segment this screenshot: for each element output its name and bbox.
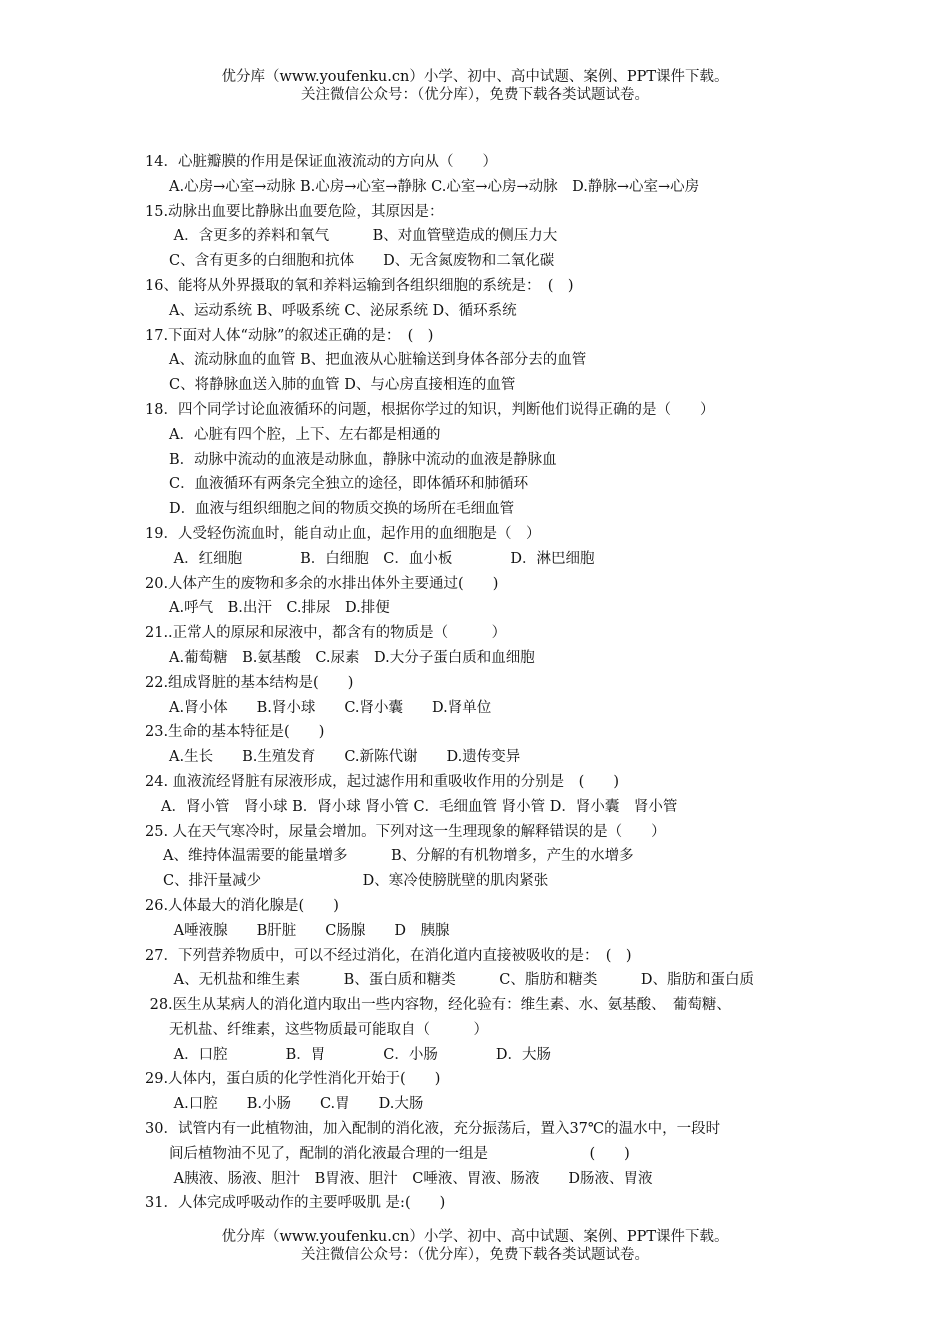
question-25: 25. 人在天气寒冷时，尿量会增加。下列对这一生理现象的解释错误的是（ ）: [145, 823, 666, 840]
page-footer: [0, 1228, 950, 1264]
question-14-options: A.心房→心室→动脉 B.心房→心室→静脉 C.心室→心房→动脉 D.静脉→心室→心房: [169, 178, 700, 195]
question-24: 24. 血液流经肾脏有尿液形成，起过滤作用和重吸收作用的分别是 ( ): [145, 773, 619, 790]
question-28: 28.医生从某病人的消化道内取出一些内容物，经化验有：维生素、水、氨基酸、 葡萄糖、: [145, 997, 731, 1014]
question-20: 20.人体产生的废物和多余的水排出体外主要通过( ): [145, 575, 499, 592]
header-line-2: 关注微信公众号：（优分库），免费下载各类试题试卷。: [301, 87, 649, 103]
question-27-options: A、无机盐和维生素 B、蛋白质和糖类 C、脂肪和糖类 D、脂肪和蛋白质: [169, 972, 754, 989]
question-25-options-ab: A、维持体温需要的能量增多 B、分解的有机物增多，产生的水增多: [163, 848, 634, 865]
question-18-option-a: A．心脏有四个腔，上下、左右都是相通的: [169, 426, 441, 443]
question-14: 14．心脏瓣膜的作用是保证血液流动的方向从（ ）: [145, 154, 497, 170]
question-16-options: A、运动系统 B、呼吸系统 C、泌尿系统 D、循环系统: [169, 302, 517, 319]
header-line-1: 优分库（www.youfenku.cn）小学、初中、高中试题、案例、PPT课件下载。: [221, 69, 729, 85]
page-header: [0, 68, 950, 104]
question-28-continued: 无机盐、纤维素，这些物质最可能取自（ ）: [169, 1021, 488, 1038]
question-26-options: A唾液腺 B肝脏 C肠腺 D 胰腺: [169, 922, 450, 939]
question-29-options: A.口腔 B.小肠 C.胃 D.大肠: [169, 1096, 424, 1113]
question-18-option-c: C．血液循环有两条完全独立的途径，即体循环和肺循环: [169, 476, 529, 493]
question-17-options-ab: A、流动脉血的血管 B、把血液从心脏输送到身体各部分去的血管: [169, 352, 587, 369]
question-18-option-b: B．动脉中流动的血液是动脉血，静脉中流动的血液是静脉血: [169, 451, 557, 468]
question-17: 17.下面对人体“动脉”的叙述正确的是： ( ): [145, 327, 434, 344]
question-19: 19．人受轻伤流血时，能自动止血，起作用的血细胞是（ ）: [145, 525, 541, 542]
footer-line-2: 关注微信公众号：（优分库），免费下载各类试题试卷。: [301, 1247, 649, 1263]
question-20-options: A.呼气 B.出汗 C.排尿 D.排便: [169, 600, 390, 617]
question-29: 29.人体内，蛋白质的化学性消化开始于( ): [145, 1071, 441, 1088]
question-15-options-cd: C、含有更多的白细胞和抗体 D、无含氮废物和二氧化碳: [169, 253, 555, 270]
question-16: 16、能将从外界摄取的氧和养料运输到各组织细胞的系统是： ( ): [145, 277, 574, 294]
question-17-options-cd: C、将静脉血送入肺的血管 D、与心房直接相连的血管: [169, 377, 516, 394]
question-15-options-ab: A．含更多的养料和氧气 B、对血管壁造成的侧压力大: [169, 228, 558, 245]
question-22: 22.组成肾脏的基本结构是( ): [145, 674, 354, 691]
question-28-options: A．口腔 B．胃 C．小肠 D．大肠: [169, 1046, 551, 1063]
question-22-options: A.肾小体 B.肾小球 C.肾小囊 D.肾单位: [169, 699, 492, 716]
question-21-options: A.葡萄糖 B.氨基酸 C.尿素 D.大分子蛋白质和血细胞: [169, 649, 535, 666]
question-24-options: A．肾小管 肾小球 B．肾小球 肾小管 C．毛细血管 肾小管 D．肾小囊 肾小管: [161, 798, 678, 815]
question-23-options: A.生长 B.生殖发育 C.新陈代谢 D.遗传变异: [169, 749, 521, 766]
question-18: 18．四个同学讨论血液循环的问题，根据你学过的知识，判断他们说得正确的是（ ）: [145, 401, 715, 418]
question-26: 26.人体最大的消化腺是( ): [145, 897, 339, 914]
question-30: 30．试管内有一此植物油，加入配制的消化液，充分振荡后，置入37℃的温水中，一段时: [145, 1121, 721, 1138]
question-19-options: A．红细胞 B．白细胞 C．血小板 D．淋巴细胞: [169, 550, 595, 567]
question-15: 15.动脉出血要比静脉出血要危险，其原因是：: [145, 203, 444, 220]
question-23: 23.生命的基本特征是( ): [145, 724, 325, 741]
question-21: 21..正常人的原尿和尿液中，都含有的物质是（ ）: [145, 625, 507, 642]
footer-line-1: 优分库（www.youfenku.cn）小学、初中、高中试题、案例、PPT课件下载。: [221, 1229, 729, 1245]
question-27: 27．下列营养物质中，可以不经过消化，在消化道内直接被吸收的是： ( ): [145, 947, 632, 964]
question-31: 31．人体完成呼吸动作的主要呼吸肌 是:( ): [145, 1195, 446, 1212]
question-18-option-d: D．血液与组织细胞之间的物质交换的场所在毛细血管: [169, 501, 515, 518]
question-list: [145, 150, 825, 1216]
question-30-continued: 间后植物油不见了，配制的消化液最合理的一组是 ( ): [169, 1145, 630, 1162]
question-25-options-cd: C、排汗量减少 D、寒冷使膀胱壁的肌肉紧张: [163, 873, 549, 890]
question-30-options: A胰液、肠液、胆汁 B胃液、胆汁 C唾液、胃液、肠液 D肠液、胃液: [169, 1170, 653, 1187]
